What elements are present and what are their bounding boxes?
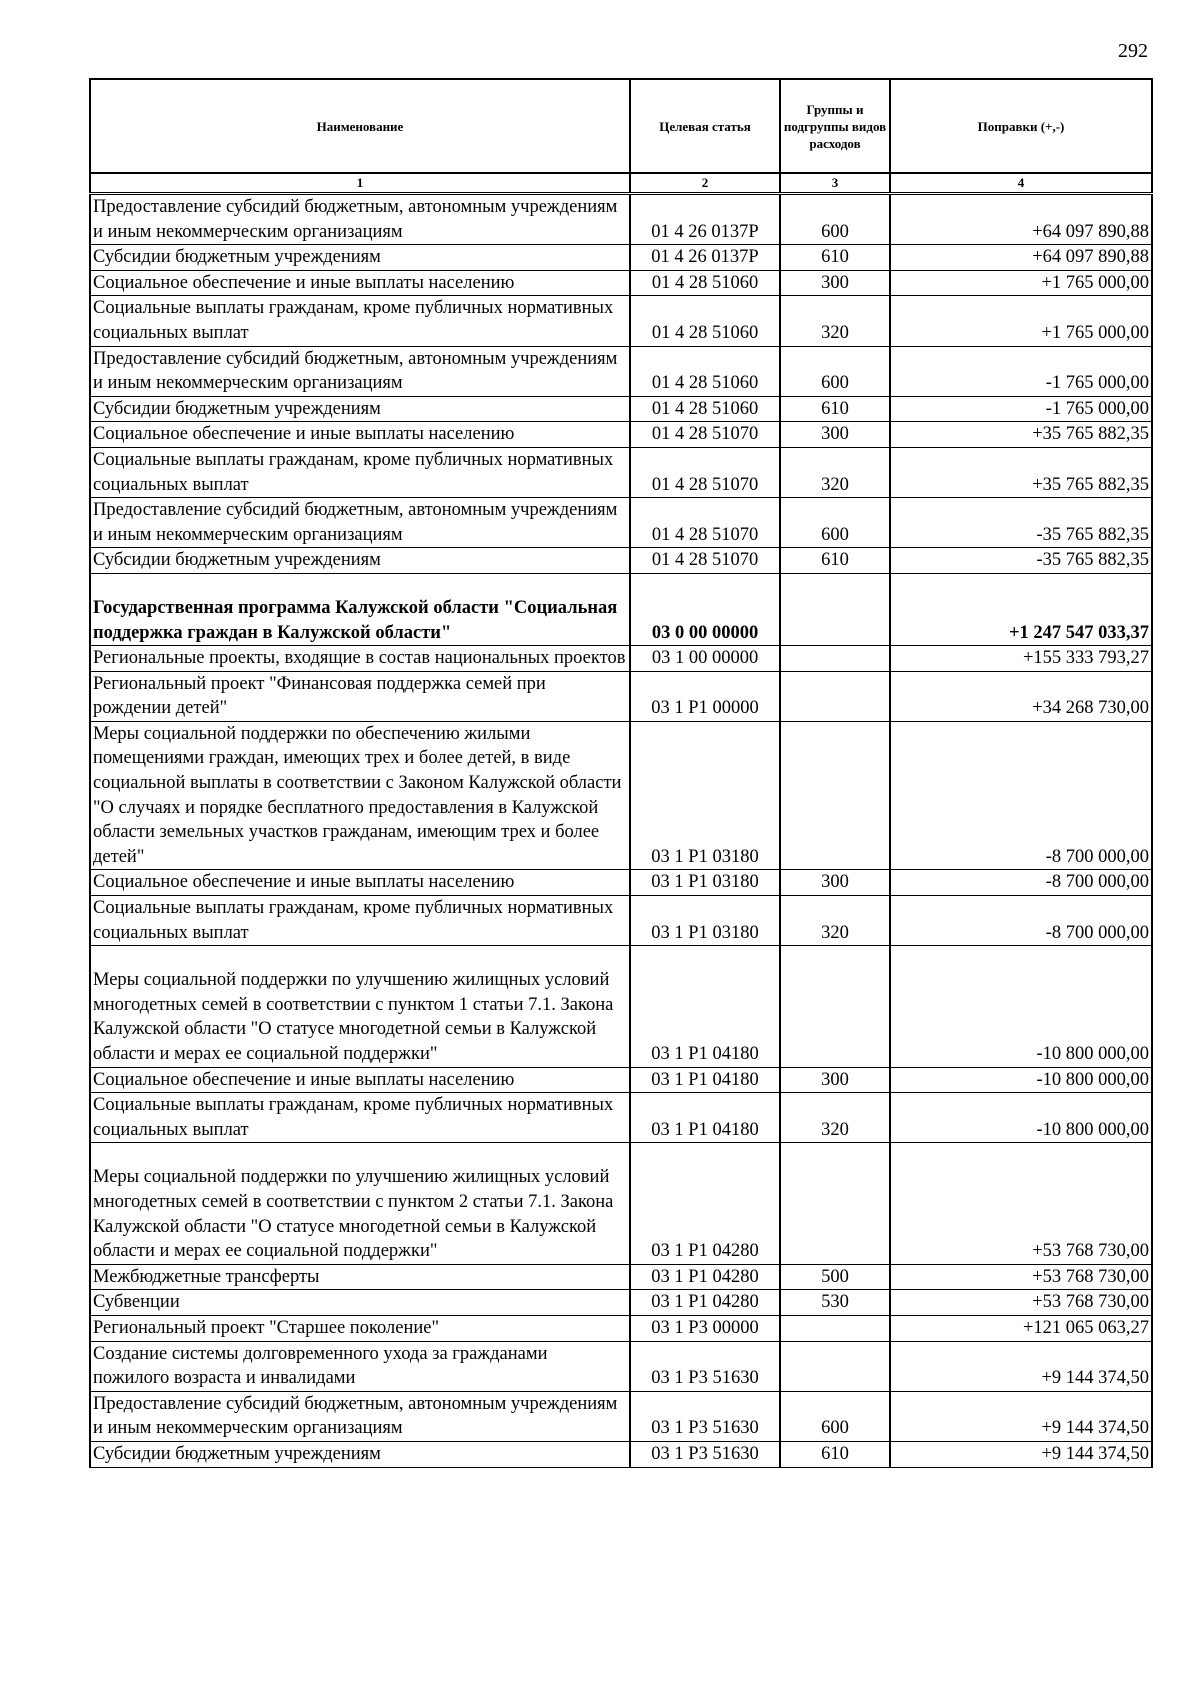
row-target-article: 03 1 Р1 04180 [630,1093,780,1143]
header-target-article: Целевая статья [630,79,780,173]
row-expense-group: 320 [780,296,890,346]
row-name: Предоставление субсидий бюджетным, автономным учреждениям и иным некоммерческим организациям [90,498,630,548]
table-row [90,573,1152,645]
table-row [90,548,1152,574]
row-target-article: 03 1 Р1 04280 [630,1143,780,1264]
row-amount: -8 700 000,00 [890,721,1152,870]
row-expense-group: 600 [780,498,890,548]
row-expense-group: 320 [780,896,890,946]
row-name: Предоставление субсидий бюджетным, автономным учреждениям и иным некоммерческим организациям [90,194,630,245]
row-amount: -10 800 000,00 [890,1067,1152,1093]
row-target-article: 01 4 28 51060 [630,270,780,296]
row-expense-group: 300 [780,270,890,296]
page-number: 292 [1118,40,1148,62]
row-target-article: 01 4 26 0137Р [630,194,780,245]
row-expense-group [780,646,890,672]
row-target-article: 03 1 Р1 00000 [630,671,780,721]
row-target-article: 03 1 00 00000 [630,646,780,672]
row-target-article: 01 4 28 51070 [630,422,780,448]
row-amount: +121 065 063,27 [890,1315,1152,1341]
row-target-article: 03 1 Р1 04180 [630,1067,780,1093]
table-row [90,498,1152,548]
row-target-article: 01 4 28 51070 [630,548,780,574]
row-amount: -8 700 000,00 [890,870,1152,896]
row-expense-group: 500 [780,1264,890,1290]
row-expense-group: 610 [780,396,890,422]
row-name: Социальное обеспечение и иные выплаты населению [90,870,630,896]
column-number-1: 1 [90,173,630,194]
table-row [90,1341,1152,1391]
row-amount: +9 144 374,50 [890,1441,1152,1467]
table-row [90,1315,1152,1341]
row-name: Социальное обеспечение и иные выплаты населению [90,270,630,296]
row-target-article: 03 1 Р1 03180 [630,870,780,896]
row-expense-group: 320 [780,447,890,497]
table-row [90,245,1152,271]
row-name: Региональный проект "Финансовая поддержка семей при рождении детей" [90,671,630,721]
table-row [90,646,1152,672]
row-expense-group: 600 [780,1391,890,1441]
row-name: Меры социальной поддержки по обеспечению жилыми помещениями граждан, имеющих трех и более детей, в виде социальной выплаты в соответствии с Законом Калужской области "О случаях и порядке бесплатного предоставления в Калужской области земельных участков гражданам, имеющим трех и более детей" [90,721,630,870]
header-name: Наименование [90,79,630,173]
table-row [90,1441,1152,1467]
row-amount: +1 247 547 033,37 [890,573,1152,645]
table-row [90,1093,1152,1143]
row-amount: +35 765 882,35 [890,422,1152,448]
row-amount: -35 765 882,35 [890,548,1152,574]
row-name: Социальное обеспечение и иные выплаты населению [90,422,630,448]
table-row [90,346,1152,396]
table-body [90,194,1152,1468]
row-target-article: 01 4 26 0137Р [630,245,780,271]
row-expense-group: 600 [780,346,890,396]
row-name: Субсидии бюджетным учреждениям [90,245,630,271]
row-expense-group: 300 [780,1067,890,1093]
row-target-article: 03 1 Р1 04180 [630,946,780,1067]
table-row [90,1290,1152,1316]
table-row [90,447,1152,497]
row-amount: -1 765 000,00 [890,346,1152,396]
row-amount: -1 765 000,00 [890,396,1152,422]
row-name: Меры социальной поддержки по улучшению жилищных условий многодетных семей в соответствии с пунктом 2 статьи 7.1. Закона Калужской области "О статусе многодетной семьи в Калужской области и мерах ее социальной поддержки" [90,1143,630,1264]
row-target-article: 03 1 Р3 51630 [630,1341,780,1391]
row-expense-group [780,573,890,645]
row-target-article: 03 1 Р3 51630 [630,1441,780,1467]
row-target-article: 03 1 Р1 04280 [630,1290,780,1316]
table-row [90,1264,1152,1290]
row-name: Государственная программа Калужской области "Социальная поддержка граждан в Калужской области" [90,573,630,645]
row-amount: -10 800 000,00 [890,946,1152,1067]
row-expense-group: 610 [780,548,890,574]
row-amount: +53 768 730,00 [890,1264,1152,1290]
table-row [90,396,1152,422]
row-expense-group: 600 [780,194,890,245]
row-target-article: 01 4 28 51060 [630,396,780,422]
row-expense-group [780,721,890,870]
table-row [90,1143,1152,1264]
row-name: Социальные выплаты гражданам, кроме публичных нормативных социальных выплат [90,447,630,497]
table-row [90,270,1152,296]
row-name: Социальное обеспечение и иные выплаты населению [90,1067,630,1093]
row-target-article: 01 4 28 51070 [630,498,780,548]
table-row [90,946,1152,1067]
row-name: Социальные выплаты гражданам, кроме публичных нормативных социальных выплат [90,296,630,346]
table-row [90,296,1152,346]
row-expense-group: 300 [780,422,890,448]
header-expense-groups: Группы и подгруппы видов расходов [780,79,890,173]
table-row [90,671,1152,721]
row-name: Региональный проект "Старшее поколение" [90,1315,630,1341]
row-amount: +9 144 374,50 [890,1341,1152,1391]
row-expense-group: 610 [780,1441,890,1467]
row-amount: -8 700 000,00 [890,896,1152,946]
column-number-4: 4 [890,173,1152,194]
column-number-2: 2 [630,173,780,194]
row-expense-group [780,1341,890,1391]
row-expense-group: 610 [780,245,890,271]
row-expense-group [780,1143,890,1264]
row-amount: -10 800 000,00 [890,1093,1152,1143]
row-amount: +53 768 730,00 [890,1143,1152,1264]
row-expense-group [780,1315,890,1341]
row-amount: +1 765 000,00 [890,296,1152,346]
row-amount: +34 268 730,00 [890,671,1152,721]
row-name: Предоставление субсидий бюджетным, автономным учреждениям и иным некоммерческим организациям [90,346,630,396]
row-name: Субсидии бюджетным учреждениям [90,548,630,574]
row-name: Межбюджетные трансферты [90,1264,630,1290]
header-amendments: Поправки (+,-) [890,79,1152,173]
row-target-article: 03 1 Р1 03180 [630,721,780,870]
row-amount: +64 097 890,88 [890,245,1152,271]
table-row [90,870,1152,896]
row-target-article: 03 0 00 00000 [630,573,780,645]
row-name: Региональные проекты, входящие в состав национальных проектов [90,646,630,672]
row-name: Предоставление субсидий бюджетным, автономным учреждениям и иным некоммерческим организациям [90,1391,630,1441]
row-amount: +155 333 793,27 [890,646,1152,672]
row-expense-group: 300 [780,870,890,896]
row-expense-group [780,671,890,721]
row-expense-group: 320 [780,1093,890,1143]
row-name: Создание системы долговременного ухода за гражданами пожилого возраста и инвалидами [90,1341,630,1391]
row-target-article: 01 4 28 51070 [630,447,780,497]
budget-amendments-table [89,78,1153,1468]
table-row [90,1391,1152,1441]
row-target-article: 01 4 28 51060 [630,346,780,396]
row-amount: +9 144 374,50 [890,1391,1152,1441]
row-target-article: 03 1 Р3 00000 [630,1315,780,1341]
row-expense-group: 530 [780,1290,890,1316]
row-name: Социальные выплаты гражданам, кроме публичных нормативных социальных выплат [90,1093,630,1143]
table-row [90,721,1152,870]
row-amount: +53 768 730,00 [890,1290,1152,1316]
row-target-article: 03 1 Р1 03180 [630,896,780,946]
row-target-article: 03 1 Р1 04280 [630,1264,780,1290]
row-amount: +35 765 882,35 [890,447,1152,497]
row-target-article: 03 1 Р3 51630 [630,1391,780,1441]
row-name: Субсидии бюджетным учреждениям [90,1441,630,1467]
row-name: Меры социальной поддержки по улучшению жилищных условий многодетных семей в соответствии с пунктом 1 статьи 7.1. Закона Калужской области "О статусе многодетной семьи в Калужской области и мерах ее социальной поддержки" [90,946,630,1067]
row-expense-group [780,946,890,1067]
row-amount: +64 097 890,88 [890,194,1152,245]
table-row [90,896,1152,946]
row-name: Социальные выплаты гражданам, кроме публичных нормативных социальных выплат [90,896,630,946]
table-row [90,194,1152,245]
row-name: Субвенции [90,1290,630,1316]
column-number-3: 3 [780,173,890,194]
table-row [90,1067,1152,1093]
row-name: Субсидии бюджетным учреждениям [90,396,630,422]
row-target-article: 01 4 28 51060 [630,296,780,346]
table-row [90,422,1152,448]
row-amount: -35 765 882,35 [890,498,1152,548]
row-amount: +1 765 000,00 [890,270,1152,296]
